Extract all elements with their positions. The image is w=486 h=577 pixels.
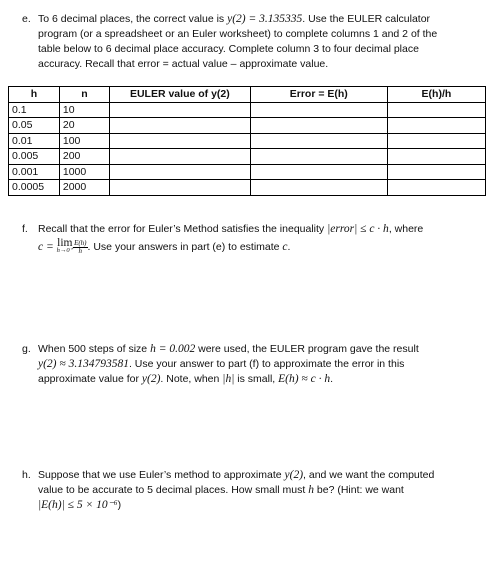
cell-error-over-h[interactable] (387, 118, 485, 134)
part-h-line2-pre: value to be accurate to 5 decimal places. How small must (38, 484, 309, 496)
cell-euler[interactable] (109, 164, 250, 180)
part-f-line2-end: . (287, 240, 291, 253)
part-g-line3-mid: . Note, when (160, 373, 223, 385)
part-e-letter: e. (22, 13, 31, 25)
part-g-line3 (38, 372, 474, 387)
part-h-line2-post: be? (Hint: we want (313, 484, 404, 496)
part-e-line1-pre: To 6 decimal places, the correct value is (38, 13, 228, 25)
part-g (22, 342, 474, 387)
part-g-line1 (38, 342, 474, 357)
euler-table (8, 86, 486, 196)
part-g-line3-math2: |h| (222, 373, 235, 385)
cell-n: 1000 (59, 164, 109, 180)
part-g-line3-mid2: is small, (234, 373, 279, 385)
part-e (22, 12, 474, 72)
part-f-line1 (38, 222, 474, 237)
cell-h: 0.0005 (9, 180, 60, 196)
cell-h: 0.01 (9, 133, 60, 149)
table-row (9, 149, 486, 165)
cell-error[interactable] (250, 102, 387, 118)
fraction-denominator: h (78, 246, 83, 255)
header-h: h (9, 87, 60, 103)
part-e-line3: table below to 6 decimal place accuracy. Complete column 3 to four decimal place (38, 43, 419, 55)
part-e-line2: program (or a spreadsheet or an Euler worksheet) to complete columns 1 and 2 of the (38, 28, 438, 40)
table-row (9, 164, 486, 180)
cell-error[interactable] (250, 118, 387, 134)
part-g-line3-math1: y(2) (141, 373, 161, 385)
cell-euler[interactable] (109, 133, 250, 149)
part-f-line1-pre: Recall that the error for Euler’s Method satisfies the inequality (38, 223, 328, 235)
part-g-line3-end: . (330, 373, 334, 385)
part-h-line2 (38, 483, 474, 498)
cell-n: 100 (59, 133, 109, 149)
cell-error[interactable] (250, 149, 387, 165)
part-f-line1-math: |error| ≤ c · h (327, 223, 389, 235)
part-f-line2-post: . Use your answers in part (e) to estimate (87, 240, 283, 253)
part-h-line3 (38, 498, 474, 513)
lim-word: lim (57, 237, 73, 249)
part-g-line3-math3: E(h) ≈ c · h (278, 373, 331, 385)
header-error-over-h: E(h)/h (387, 87, 485, 103)
part-e-line1-post: . Use the EULER calculator (302, 13, 431, 25)
fraction-numerator: E(h) (74, 238, 87, 247)
header-n: n (59, 87, 109, 103)
lim-block (57, 239, 73, 255)
part-h-line1 (38, 468, 474, 483)
part-e-line1 (38, 12, 474, 27)
table-row (9, 118, 486, 134)
part-h (22, 468, 474, 513)
part-f-line2-c: c (282, 240, 288, 253)
cell-n: 200 (59, 149, 109, 165)
part-f (22, 222, 474, 255)
part-f-line1-post: , where (388, 223, 424, 235)
part-h-line1-math: y(2) (284, 469, 304, 481)
part-g-letter: g. (22, 343, 31, 355)
fraction (73, 240, 87, 255)
lim-subscript: h→0⁺ (56, 247, 74, 254)
part-g-line1-math: h = 0.002 (150, 343, 196, 355)
cell-error[interactable] (250, 180, 387, 196)
cell-error-over-h[interactable] (387, 164, 485, 180)
cell-h: 0.001 (9, 164, 60, 180)
cell-error[interactable] (250, 164, 387, 180)
part-f-line2 (38, 239, 474, 255)
table-row (9, 102, 486, 118)
cell-error-over-h[interactable] (387, 102, 485, 118)
cell-n: 2000 (59, 180, 109, 196)
cell-h: 0.005 (9, 149, 60, 165)
part-h-line1-post: , and we want the computed (303, 469, 435, 481)
cell-n: 10 (59, 102, 109, 118)
part-h-line1-pre: Suppose that we use Euler’s method to approximate (38, 469, 285, 481)
part-g-line2-math: y(2) ≈ 3.134793581 (38, 358, 129, 370)
cell-h: 0.1 (9, 102, 60, 118)
cell-error-over-h[interactable] (387, 149, 485, 165)
table-row (9, 133, 486, 149)
cell-euler[interactable] (109, 118, 250, 134)
part-e-line4: accuracy. Recall that error = actual value – approximate value. (38, 58, 329, 70)
part-h-line2-math: h (308, 484, 314, 496)
part-g-line2-post: . Use your answer to part (f) to approximate the error in this (128, 358, 405, 370)
cell-n: 20 (59, 118, 109, 134)
part-h-line3-post: ) (117, 499, 122, 511)
part-h-line3-math: |E(h)| ≤ 5 × 10⁻⁶ (38, 499, 118, 511)
table-header-row (9, 87, 486, 103)
part-g-line1-post: were used, the EULER program gave the result (195, 343, 419, 355)
header-error: Error = E(h) (250, 87, 387, 103)
part-f-letter: f. (22, 223, 28, 235)
table-row (9, 180, 486, 196)
part-g-line3-pre: approximate value for (38, 373, 142, 385)
part-h-letter: h. (22, 469, 31, 481)
part-e-line1-math: y(2) = 3.135335 (227, 13, 303, 25)
cell-error-over-h[interactable] (387, 133, 485, 149)
cell-error-over-h[interactable] (387, 180, 485, 196)
cell-euler[interactable] (109, 180, 250, 196)
part-g-line2 (38, 357, 474, 372)
header-euler-value: EULER value of y(2) (109, 87, 250, 103)
cell-euler[interactable] (109, 102, 250, 118)
cell-error[interactable] (250, 133, 387, 149)
part-g-line1-pre: When 500 steps of size (38, 343, 151, 355)
cell-euler[interactable] (109, 149, 250, 165)
c-equals: c = (38, 240, 57, 253)
cell-h: 0.05 (9, 118, 60, 134)
